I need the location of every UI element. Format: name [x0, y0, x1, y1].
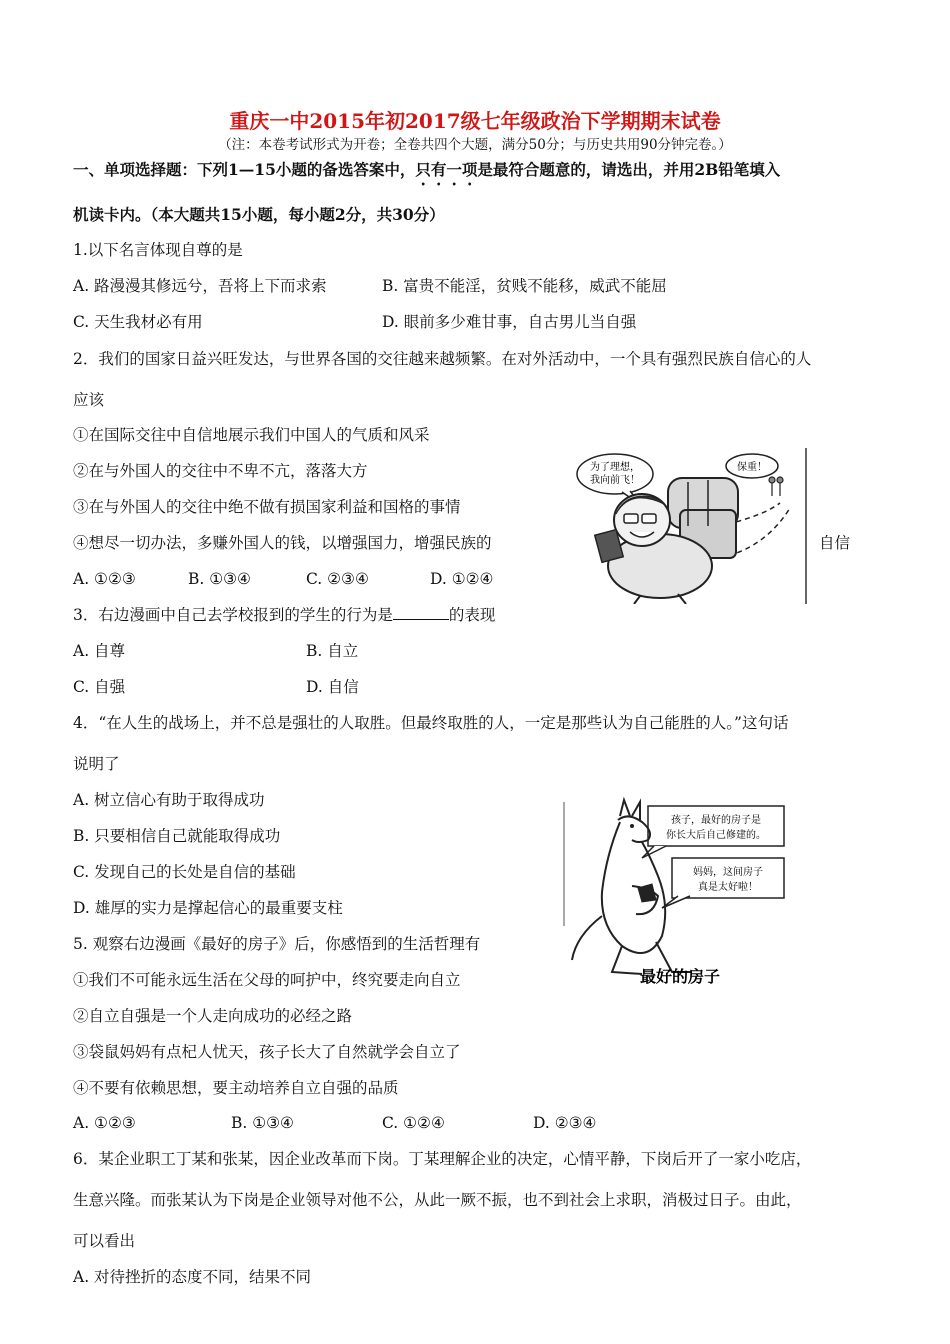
- q3-stem: [73, 605, 495, 625]
- section-heading: [73, 160, 780, 189]
- q3-answer-blank: [393, 605, 449, 620]
- q2-statement-4-tail: 自信: [819, 534, 851, 552]
- kangaroo-cartoon: [562, 796, 788, 992]
- q1-option-d: D. 眼前多少难甘事，自古男儿当自强: [382, 313, 637, 331]
- q2-option-d: D. ①②④: [430, 570, 494, 588]
- cartoon2-caption: 最好的房子: [639, 967, 721, 986]
- q2-stem-line2: 应该: [73, 391, 105, 409]
- q3-option-c: C. 自强: [73, 678, 126, 696]
- q3-stem-before: 3．右边漫画中自己去学校报到的学生的行为是: [73, 606, 393, 624]
- q3-stem-after: 的表现: [448, 606, 496, 624]
- q3-option-d: D. 自信: [306, 678, 359, 696]
- section-heading-part1: 一、单项选择题：下列1—15小题的备选答案中，: [73, 160, 416, 179]
- q2-option-b: B. ①③④: [188, 570, 251, 588]
- q4-option-d: D. 雄厚的实力是撑起信心的最重要支柱: [73, 899, 343, 917]
- cartoon2-bubble1-line2: 你长大后自己修建的。: [666, 830, 766, 841]
- cartoon1-bubble1-line1: 为了理想，: [590, 462, 640, 473]
- cartoon2-bubble2-line1: 妈妈，这间房子: [693, 867, 763, 878]
- q2-statement-1: ①在国际交往中自信地展示我们中国人的气质和风采: [73, 426, 430, 444]
- q5-statement-3: ③袋鼠妈妈有点杞人忧天，孩子长大了自然就学会自立了: [73, 1043, 461, 1061]
- q6-stem-line3: 可以看出: [73, 1232, 136, 1250]
- q3-option-b: B. 自立: [306, 642, 359, 660]
- q5-option-a: A. ①②③: [73, 1114, 136, 1132]
- q6-option-a: A. 对待挫折的态度不同，结果不同: [73, 1268, 312, 1286]
- q1-stem: 1.以下名言体现自尊的是: [73, 241, 243, 259]
- q6-stem-line2: 生意兴隆。而张某认为下岗是企业领导对他不公，从此一厥不振，也不到社会上求职，消极过日子。由此，: [73, 1191, 802, 1209]
- section-heading-emphasis: 只有一项: [415, 160, 478, 179]
- q4-stem-line2: 说明了: [73, 755, 120, 773]
- q4-option-c: C. 发现自己的长处是自信的基础: [73, 863, 296, 881]
- q5-stem: 5. 观察右边漫画《最好的房子》后，你感悟到的生活哲理有: [73, 935, 481, 953]
- q2-statement-2: ②在与外国人的交往中不卑不亢，落落大方: [73, 462, 368, 480]
- q5-option-d: D. ②③④: [533, 1114, 597, 1132]
- q4-stem-line1: 4．“在人生的战场上，并不总是强壮的人取胜。但最终取胜的人，一定是那些认为自己能胜的人。”这句话: [73, 714, 789, 732]
- q2-stem-line1: 2．我们的国家日益兴旺发达，与世界各国的交往越来越频繁。在对外活动中，一个具有强烈民族自信心的人: [73, 350, 812, 368]
- q2-option-c: C. ②③④: [306, 570, 369, 588]
- exam-note: （注：本卷考试形式为开卷；全卷共四个大题，满分50分；与历史共用90分钟完卷。）: [218, 137, 732, 153]
- q2-statement-3: ③在与外国人的交往中绝不做有损国家利益和国格的事情: [73, 498, 461, 516]
- section-heading-line2: 机读卡内。（本大题共15小题，每小题2分，共30分）: [73, 205, 445, 224]
- parents-figures: [769, 477, 783, 496]
- q2-statement-4: ④想尽一切办法，多赚外国人的钱，以增强国力，增强民族的: [73, 534, 492, 552]
- q5-option-c: C. ①②④: [382, 1114, 445, 1132]
- q5-statement-1: ①我们不可能永远生活在父母的呵护中，终究要走向自立: [73, 971, 461, 989]
- q2-option-a: A. ①②③: [73, 570, 136, 588]
- q1-option-b: B. 富贵不能淫，贫贱不能移，威武不能屈: [382, 277, 667, 295]
- q5-option-b: B. ①③④: [231, 1114, 294, 1132]
- q1-option-c: C. 天生我材必有用: [73, 313, 203, 331]
- section-heading-part2: 是最符合题意的，请选出，并用2B铅笔填入: [477, 160, 781, 179]
- student-backpack-cartoon: [560, 448, 810, 604]
- q4-option-b: B. 只要相信自己就能取得成功: [73, 827, 281, 845]
- cartoon1-bubble1-line2: 我向前飞！: [590, 475, 640, 486]
- q5-statement-2: ②自立自强是一个人走向成功的必经之路: [73, 1007, 353, 1025]
- q5-statement-4: ④不要有依赖思想，要主动培养自立自强的品质: [73, 1079, 399, 1097]
- q3-option-a: A. 自尊: [73, 642, 126, 660]
- cartoon2-bubble2-line2: 真是太好啦！: [698, 882, 758, 893]
- q4-option-a: A. 树立信心有助于取得成功: [73, 791, 265, 809]
- cartoon1-bubble2: 保重！: [737, 462, 767, 473]
- q6-stem-line1: 6．某企业职工丁某和张某，因企业改革而下岗。丁某理解企业的决定，心情平静，下岗后开了一家小吃店，: [73, 1150, 812, 1168]
- cartoon2-bubble1-line1: 孩子，最好的房子是: [671, 815, 761, 826]
- exam-title: 重庆一中2015年初2017级七年级政治下学期期末试卷: [229, 109, 721, 133]
- q1-option-a: A. 路漫漫其修远兮，吾将上下而求索: [73, 277, 327, 295]
